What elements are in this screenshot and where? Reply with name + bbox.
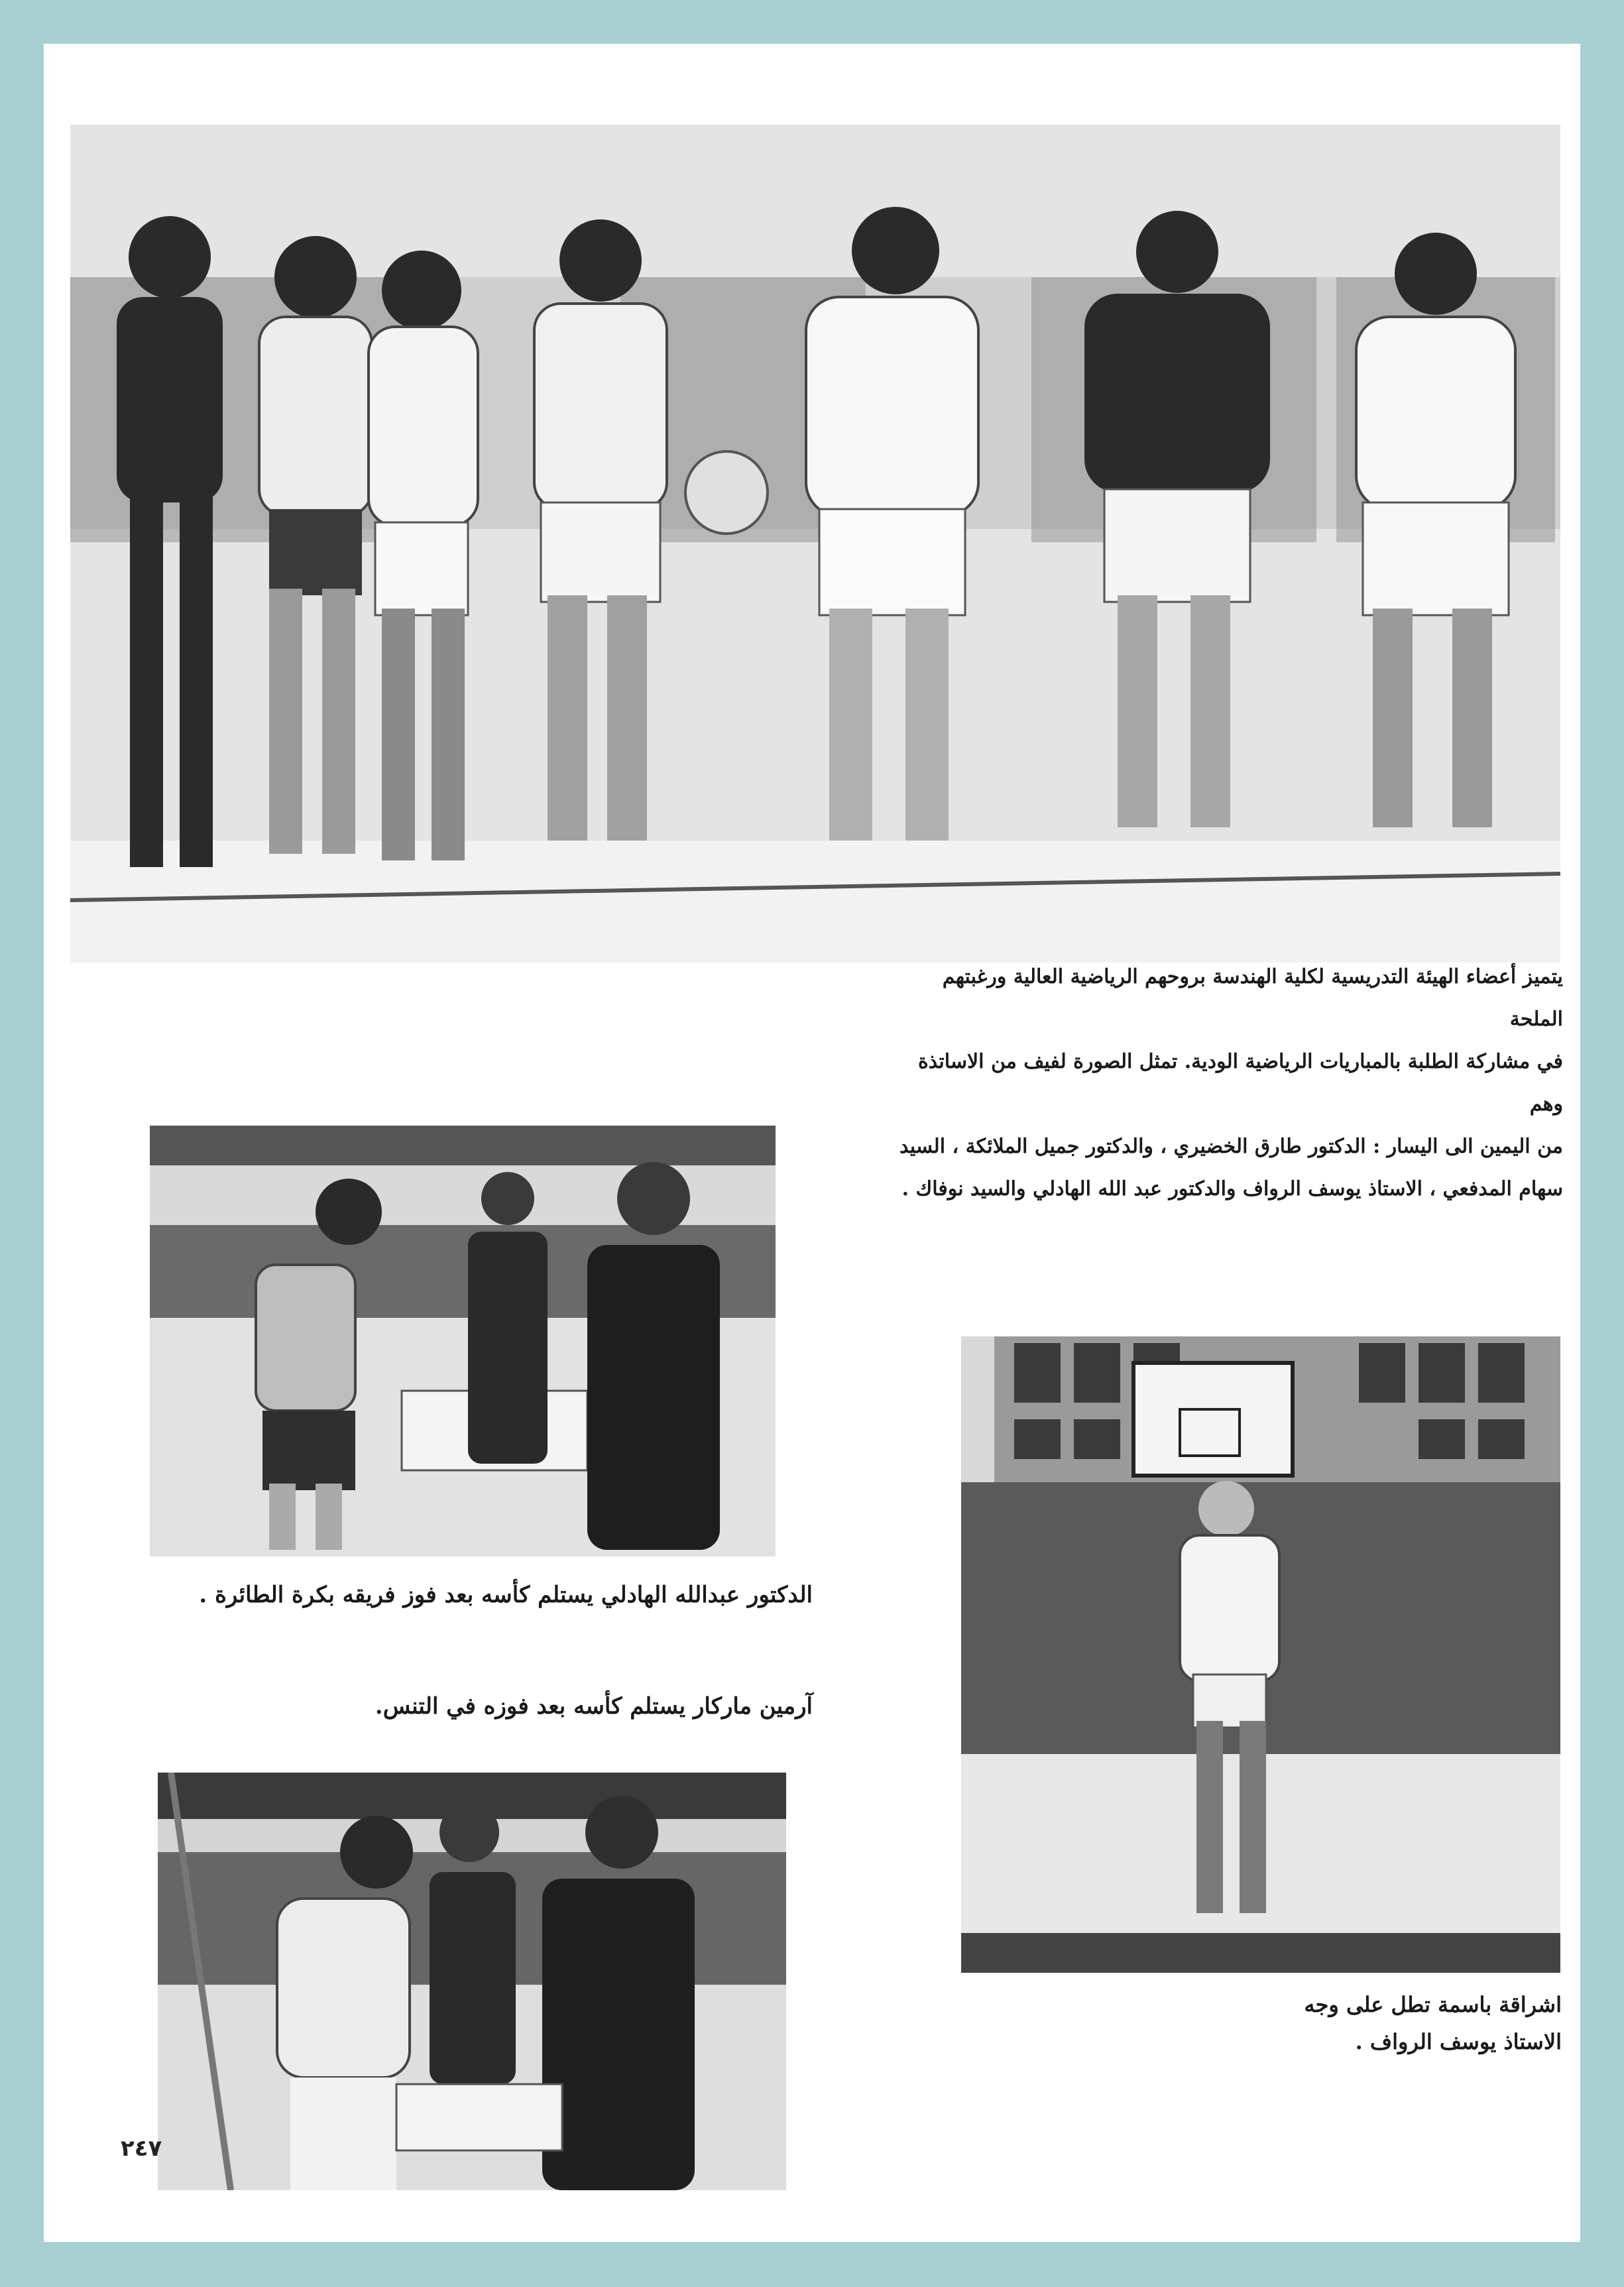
tennis-award-photo xyxy=(158,1773,786,2190)
volleyball-award-photo xyxy=(150,1126,776,1556)
page-number: ٢٤٧ xyxy=(121,2135,162,2162)
caption-line: سهام المدفعي ، الاستاذ يوسف الرواف والدكتور عبد الله الهادلي والسيد نوفاك . xyxy=(901,1177,1563,1201)
rawaf-photo-caption xyxy=(1171,1986,1562,2060)
caption-line: اشراقة باسمة تطل على وجه xyxy=(1304,1992,1562,2017)
document-page xyxy=(44,44,1580,2242)
faculty-photo-caption xyxy=(883,956,1563,1210)
volleyball-award-caption: الدكتور عبدالله الهادلي يستلم كأسه بعد فوز فريقه بكرة الطائرة . xyxy=(199,1582,813,1608)
team-photo-illustration xyxy=(70,125,1560,963)
court-photo-illustration xyxy=(961,1336,1560,1973)
tennis-award-caption: آرمين ماركار يستلم كأسه بعد فوزه في التنس. xyxy=(375,1693,813,1720)
tennis-photo-illustration xyxy=(158,1773,786,2190)
caption-line: يتميز أعضاء الهيئة التدريسية لكلية الهندسة بروحهم الرياضية العالية ورغبتهم الملحة xyxy=(942,965,1563,1031)
basketball-court-photo xyxy=(961,1336,1560,1973)
faculty-team-photo xyxy=(70,125,1560,963)
caption-line: من اليمين الى اليسار : الدكتور طارق الخضيري ، والدكتور جميل الملائكة ، السيد xyxy=(899,1135,1563,1158)
caption-line: في مشاركة الطلبة بالمباريات الرياضية الودية. تمثل الصورة لفيف من الاساتذة وهم xyxy=(917,1050,1563,1116)
caption-line: الاستاذ يوسف الرواف . xyxy=(1355,2029,1562,2054)
volleyball-photo-illustration xyxy=(150,1126,776,1556)
